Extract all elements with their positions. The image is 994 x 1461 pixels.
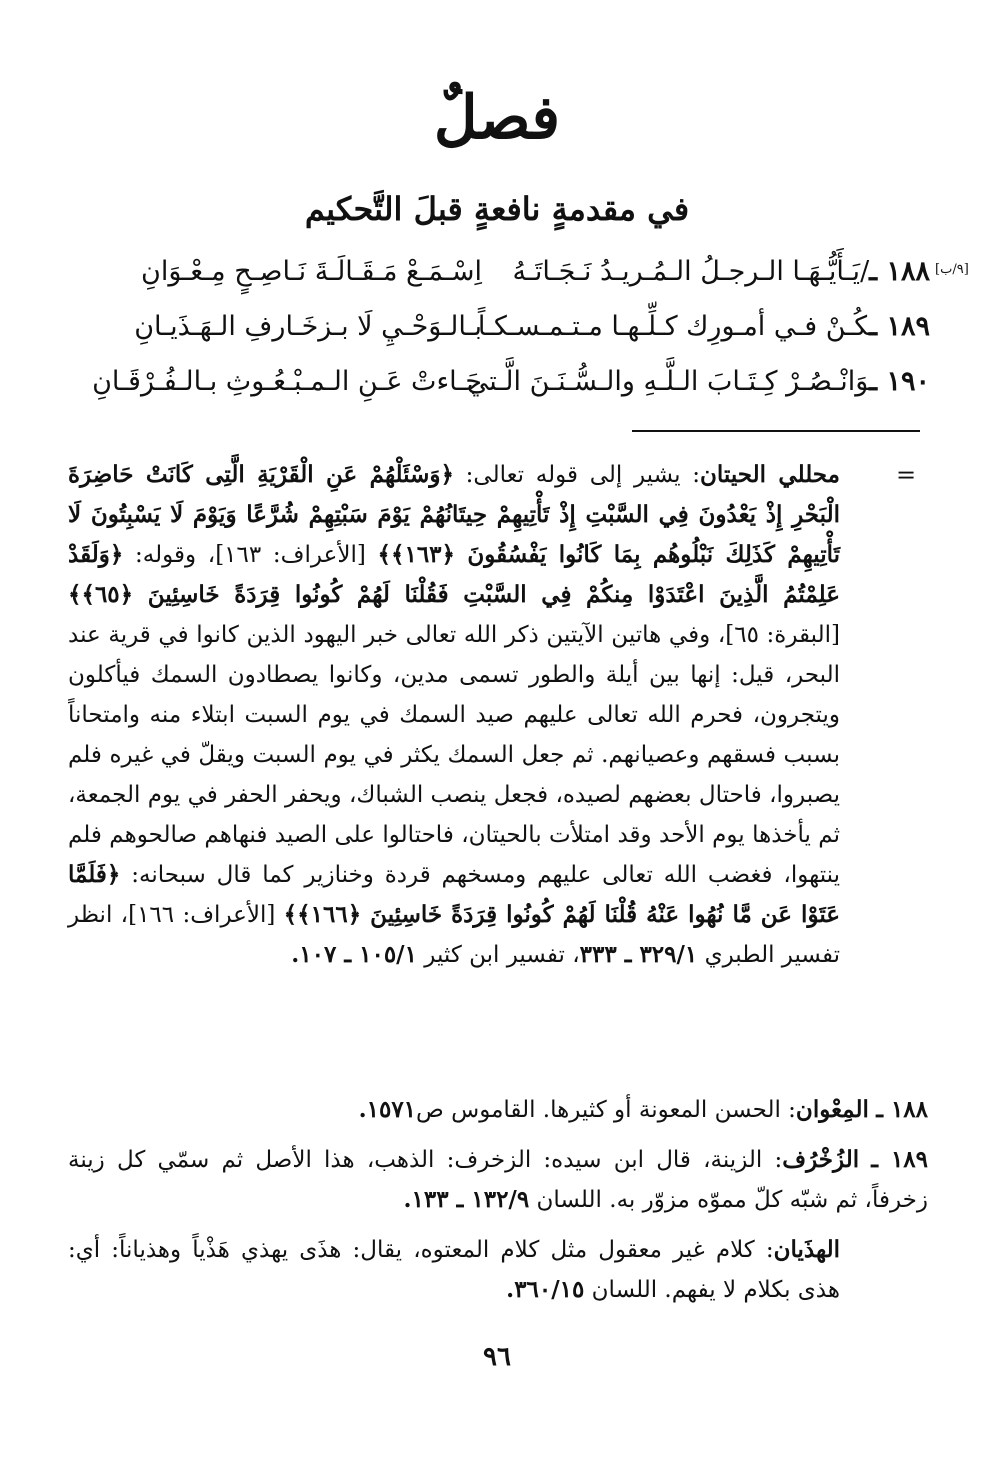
verse-line <box>62 302 930 352</box>
quran-quote: ﴿فَلَمَّا عَتَوْا عَن مَّا نُهُوا عَنْهُ قُلْنَا لَهُمْ كُونُوا قِرَدَةً خَاسِئِينَ ﴿١٦٦﴾﴾ <box>68 861 840 928</box>
continuation-mark: = <box>896 461 917 489</box>
verse-line <box>62 247 930 297</box>
verse-hemistich-second: بـالـوَحْـيِ لَا بـزخَـارفِ الـهَـذَيـانِ <box>134 311 482 342</box>
footnote-term: محللي الحيتان <box>699 461 840 488</box>
section-heading: فصلٌ <box>433 83 561 153</box>
page-number: ٩٦ <box>483 1342 511 1372</box>
reference: ١٥٧١. <box>358 1096 417 1123</box>
verse-hemistich-first: ١٨٩ ـكُـنْ فـي أمـورِك كـلِّـهـا مـتـمـسـكـاً <box>477 311 930 342</box>
footnote-term: المِعْوان <box>795 1096 869 1123</box>
verse-number: ١٨٩ ـ <box>869 311 930 342</box>
reference: ١٣٢/٩ ـ ١٣٣. <box>403 1186 530 1213</box>
quran-quote: ﴿وَلَقَدْ عَلِمْتُمُ الَّذِينَ اعْتَدَوْا مِنكُمْ فِي السَّبْتِ فَقُلْنَا لَهُمْ كُونُوا قِرَدَةً خَاسِئِينَ ﴿٦٥﴾﴾ <box>68 541 840 608</box>
footnote-separator <box>632 430 920 432</box>
verse-hemistich-second: اِسْـمَـعْ مَـقَـالَـةَ نَـاصِـحٍ مِـعْـوَانِ <box>141 256 482 287</box>
verse-number: ١٩٠ ـ <box>869 366 930 397</box>
footnote-number: ١٨٨ ـ <box>876 1096 928 1123</box>
footnote-189-hadhayan: الهذَيان: كلام غير معقول مثل كلام المعتوه، يقال: هذَى يهذي هَذْياً وهذياناً: أي: هذى بكلام لا يفهم. اللسان ٣٦٠/١٥. <box>68 1236 840 1303</box>
footnote-term: الزُخْرُف <box>782 1146 860 1173</box>
quran-quote: ﴿وَسْئَلْهُمْ عَنِ الْقَرْيَةِ الَّتِى كَانَتْ حَاضِرَةَ الْبَحْرِ إِذْ يَعْدُونَ فِي السَّبْتِ إِذْ تَأْتِيهِمْ حِيتَانُهُمْ يَوْمَ سَبْتِهِمْ شُرَّعًا وَيَوْمَ لَا يَسْبِتُونَ لَا تَأْتِيهِمْ كَذَلِكَ نَبْلُوهُم بِمَا كَانُوا يَفْسُقُونَ ﴿١٦٣﴾﴾ <box>68 461 841 568</box>
footnote-189: ١٨٩ ـ الزُخْرُف: الزينة، قال ابن سيده: الزخرف: الذهب، هذا الأصل ثم سمّي كل زينة زخرفاً، ثم شبّه كلّ مموّه مزوّر به. اللسان ١٣٢/٩ ـ ١٣٣. <box>68 1146 928 1213</box>
footnote-number: ١٨٩ ـ <box>871 1146 928 1173</box>
verse-hemistich-first: ١٩٠ ـوَانْـصُـرْ كِـتَـابَ الـلَّـهِ والـسُّـنَـنَ الَّـتي <box>466 366 930 397</box>
reference: ١٠٥/١ ـ ١٠٧. <box>291 941 417 968</box>
verse-number: ١٨٨ ـ <box>869 256 930 287</box>
footnote-term: الهذَيان <box>773 1236 840 1263</box>
footnote-188: ١٨٨ ـ المِعْوان: الحسن المعونة أو كثيرها. القاموس ص١٥٧١. <box>358 1096 928 1123</box>
verse-hemistich-second: جَـاءتْ عَـنِ الـمـبْـعُـوثِ بـالـفُـرْقَـانِ <box>92 366 482 397</box>
manuscript-folio-marker: [٩/ب] <box>935 262 969 277</box>
section-subheading: في مقدمةٍ نافعةٍ قبلَ التَّحكيم <box>304 190 690 228</box>
footnote-fish: محللي الحيتان: يشير إلى قوله تعالى: ﴿وَسْئَلْهُمْ عَنِ الْقَرْيَةِ الَّتِى كَانَتْ حَاضِرَةَ الْبَحْرِ إِذْ يَعْدُونَ فِي السَّبْتِ إِذْ تَأْتِيهِمْ حِيتَانُهُمْ يَوْمَ سَبْتِهِمْ شُرَّعًا وَيَوْمَ لَا يَسْبِتُونَ لَا تَأْتِيهِمْ كَذَلِكَ نَبْلُوهُم بِمَا كَانُوا يَفْسُقُونَ ﴿١٦٣﴾﴾ [الأعراف: ١٦٣]، وقوله: ﴿وَلَقَدْ عَلِمْتُمُ الَّذِينَ اعْتَدَوْا مِنكُمْ فِي السَّبْتِ فَقُلْنَا لَهُمْ كُونُوا قِرَدَةً خَاسِئِينَ ﴿٦٥﴾﴾ [البقرة: ٦٥]، وفي هاتين الآيتين ذكر الله تعالى خبر اليهود الذين كانوا في قرية عند البحر، قيل: إنها بين أيلة والطور تسمى مدين، وكانوا يصطادون السمك فيأكلون ويتجرون، فحرم الله تعالى عليهم صيد السمك في يوم السبت ابتلاء منه وامتحاناً بسبب فسقهم وعصيانهم. ثم جعل السمك يكثر في يوم السبت ويقلّ في غيره فلم يصبروا، فاحتال بعضهم لصيده، فجعل ينصب الشباك، ويحفر الحفر في يوم الجمعة، ثم يأخذها يوم الأحد وقد امتلأت بالحيتان، فاحتالوا على الصيد فنهاهم صالحوهم فلم ينتهوا، فغضب الله تعالى عليهم ومسخهم قردة وخنازير كما قال سبحانه: ﴿فَلَمَّا عَتَوْا عَن مَّا نُهُوا عَنْهُ قُلْنَا لَهُمْ كُونُوا قِرَدَةً خَاسِئِينَ ﴿١٦٦﴾﴾ [الأعراف: ١٦٦]، انظر تفسير الطبري ٣٢٩/١ ـ ٣٣٣، تفسير ابن كثير ١٠٥/١ ـ ١٠٧. <box>68 461 841 968</box>
verse-line <box>62 357 930 407</box>
reference: ٣٢٩/١ ـ ٣٣٣ <box>579 941 698 968</box>
reference: ٣٦٠/١٥. <box>506 1276 585 1303</box>
verse-hemistich-first: ١٨٨ ـ/يَـأَيُّـهَـا الـرجـلُ الـمُـريـدُ نَـجَـاتَـهُ <box>512 256 930 287</box>
